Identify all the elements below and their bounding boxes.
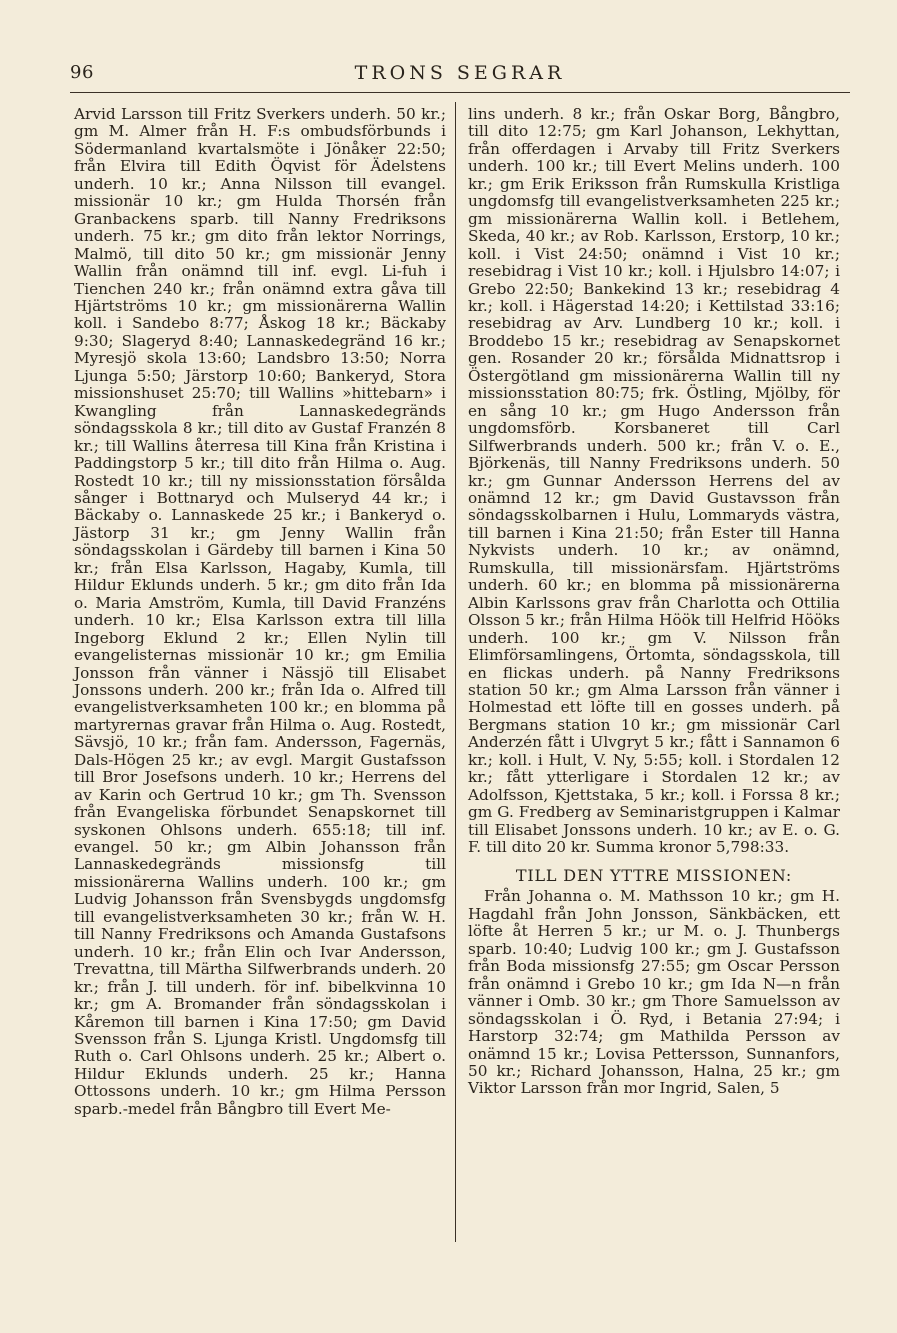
- section-heading: TILL DEN YTTRE MISSIONEN:: [515, 866, 793, 886]
- right-column-text-2: Från Johanna o. M. Mathsson 10 kr.; gm H. Hagdahl från John Jonsson, Sänkbäcken, ett löfte åt Herren 5 kr.; ur M. o. J. Thunbergs sparb. 10:40; Ludvig 100 kr.; gm J. Gustafsson från Boda missionsfg 27:55; gm Oscar Persson från onämnd i Grebo 10 kr.; gm Ida N—n från vänner i Omb. 30 kr.; gm Thore Samuelsson av söndagsskolan i Ö. Ryd, i Betania 27:94; i Harstorp 32:74; gm Mathilda Persson av onämnd 15 kr.; Lovisa Pettersson, Sunnanfors, 50 kr.; Richard Johansson, Halna, 25 kr.; gm Viktor Larsson från mor Ingrid, Salen, 5: [468, 887, 840, 1098]
- page-header: [70, 58, 850, 93]
- right-column-text-1: lins underh. 8 kr.; från Oskar Borg, Bångbro, till dito 12:75; gm Karl Johanson, Lekhyttan, från offerdagen i Arvaby till Fritz Sverkers underh. 100 kr.; till Evert Melins underh. 100 kr.; gm Erik Eriksson från Rumskulla Kristliga ungdomsfg till evangelistverksamheten 225 kr.; gm missionärerna Wallin koll. i Betlehem, Skeda, 40 kr.; av Rob. Karlsson, Erstorp, 10 kr.; koll. i Vist 24:50; onämnd i Vist 10 kr.; resebidrag i Vist 10 kr.; koll. i Hjulsbro 14:07; i Grebo 22:50; Bankekind 13 kr.; resebidrag 4 kr.; koll. i Hägerstad 14:20; i Kettilstad 33:16; resebidrag av Arv. Lundberg 10 kr.; koll. i Broddebo 15 kr.; resebidrag av Senapskornet gen. Rosander 20 kr.; försålda Midnattsrop i Östergötland gm missionärerna Wallin till ny missionsstation 80:75; frk. Östling, Mjölby, för en sång 10 kr.; gm Hugo Andersson från ungdomsförb. Korsbaneret till Carl Silfwerbrands underh. 500 kr.; från V. o. E., Björkenäs, till Nanny Fredriksons underh. 50 kr.; gm Gunnar Andersson Herrens del av onämnd 12 kr.; gm David Gustavsson från söndagsskolbarnen i Hulu, Lommaryds västra, till barnen i Kina 21:50; från Ester till Hanna Nykvists underh. 10 kr.; av onämnd, Rumskulla, till missionärsfam. Hjärtströms underh. 60 kr.; en blomma på missionärerna Albin Karlssons grav från Charlotta och Ottilia Olsson 5 kr.; från Hilma Höök till Helfrid Hööks underh. 100 kr.; gm V. Nilsson från Elimförsamlingens, Örtomta, söndagsskola, till en flickas underh. på Nanny Fredriksons station 50 kr.; gm Alma Larsson från vänner i Holmestad ett löfte till en gosses underh. på Bergmans station 10 kr.; gm missionär Carl Anderzén fått i Ulvgryt 5 kr.; fått i Sannamon 6 kr.; koll. i Hult, V. Ny, 5:55; koll. i Stordalen 12 kr.; fått ytterligare i Stordalen 12 kr.; av Adolfsson, Kjettstaka, 5 kr.; koll. i Forssa 8 kr.; gm G. Fredberg av Seminaristgruppen i Kalmar till Elisabet Jonssons underh. 10 kr.; av E. o. G. F. till dito 20 kr. Summa kronor 5,798:33.: [468, 105, 840, 857]
- left-column-text: Arvid Larsson till Fritz Sverkers underh. 50 kr.; gm M. Almer från H. F:s ombudsförbunds i Södermanland kvartalsmöte i Jönåker 22:50; från Elvira till Edith Öqvist för Ädelstens underh. 10 kr.; Anna Nilsson till evangel. missionär 10 kr.; gm Hulda Thorsén från Granbackens sparb. till Nanny Fredriksons underh. 75 kr.; gm dito från lektor Norrings, Malmö, till dito 50 kr.; gm missionär Jenny Wallin från onämnd till inf. evgl. Li-fuh i Tienchen 240 kr.; från onämnd extra gåva till Hjärtströms 10 kr.; gm missionärerna Wallin koll. i Sandebo 8:77; Åskog 18 kr.; Bäckaby 9:30; Slageryd 8:40; Lannaskedegränd 16 kr.; Myresjö skola 13:60; Landsbro 13:50; Norra Ljunga 5:50; Järstorp 10:60; Bankeryd, Stora missionshuset 25:70; till Wallins »hittebarn» i Kwangling från Lannaskedegränds söndagsskola 8 kr.; till dito av Gustaf Franzén 8 kr.; till Wallins återresa till Kina från Kristina i Paddingstorp 5 kr.; till dito från Hilma o. Aug. Rostedt 10 kr.; till ny missionsstation försålda sånger i Bottnaryd och Mulseryd 44 kr.; i Bäckaby o. Lannaskede 25 kr.; i Bankeryd o. Jästorp 31 kr.; gm Jenny Wallin från söndagsskolan i Gärdeby till barnen i Kina 50 kr.; från Elsa Karlsson, Hagaby, Kumla, till Hildur Eklunds underh. 5 kr.; gm dito från Ida o. Maria Amström, Kumla, till David Franzéns underh. 10 kr.; Elsa Karlsson extra till lilla Ingeborg Eklund 2 kr.; Ellen Nylin till evangelisternas missionär 10 kr.; gm Emilia Jonsson från vänner i Nässjö till Elisabet Jonssons underh. 200 kr.; från Ida o. Alfred till evangelistverksamheten 100 kr.; en blomma på martyrernas gravar från Hilma o. Aug. Rostedt, Sävsjö, 10 kr.; från fam. Andersson, Fagernäs, Dals-Högen 25 kr.; av evgl. Margit Gustafsson till Bror Josefsons underh. 10 kr.; Herrens del av Karin och Gertrud 10 kr.; gm Th. Svensson från Evangeliska förbundet Senapskornet till syskonen Ohlsons underh. 655:18; till inf. evangel. 50 kr.; gm Albin Johansson från Lannaskedegränds missionsfg till missionärerna Wallins underh. 100 kr.; gm Ludvig Johansson från Svensbygds ungdomsfg till evangelistverksamheten 30 kr.; från W. H. till Nanny Fredriksons och Amanda Gustafsons underh. 10 kr.; från Elin och Ivar Andersson, Trevattna, till Märtha Silfwerbrands underh. 20 kr.; från J. till underh. för inf. bibelkvinna 10 kr.; gm A. Bromander från söndagsskolan i Kåremon till barnen i Kina 17:50; gm David Svensson från S. Ljunga Kristl. Ungdomsfg till Ruth o. Carl Ohlsons underh. 25 kr.; Albert o. Hildur Eklunds underh. 25 kr.; Hanna Ottossons underh. 10 kr.; gm Hilma Persson sparb.-medel från Bångbro till Evert Me-: [74, 105, 446, 1118]
- running-title: TRONS SEGRAR: [354, 62, 566, 84]
- column-divider: [455, 102, 456, 1242]
- left-column: [74, 106, 446, 1118]
- page-number: 96: [70, 62, 94, 83]
- right-column: [468, 106, 840, 1098]
